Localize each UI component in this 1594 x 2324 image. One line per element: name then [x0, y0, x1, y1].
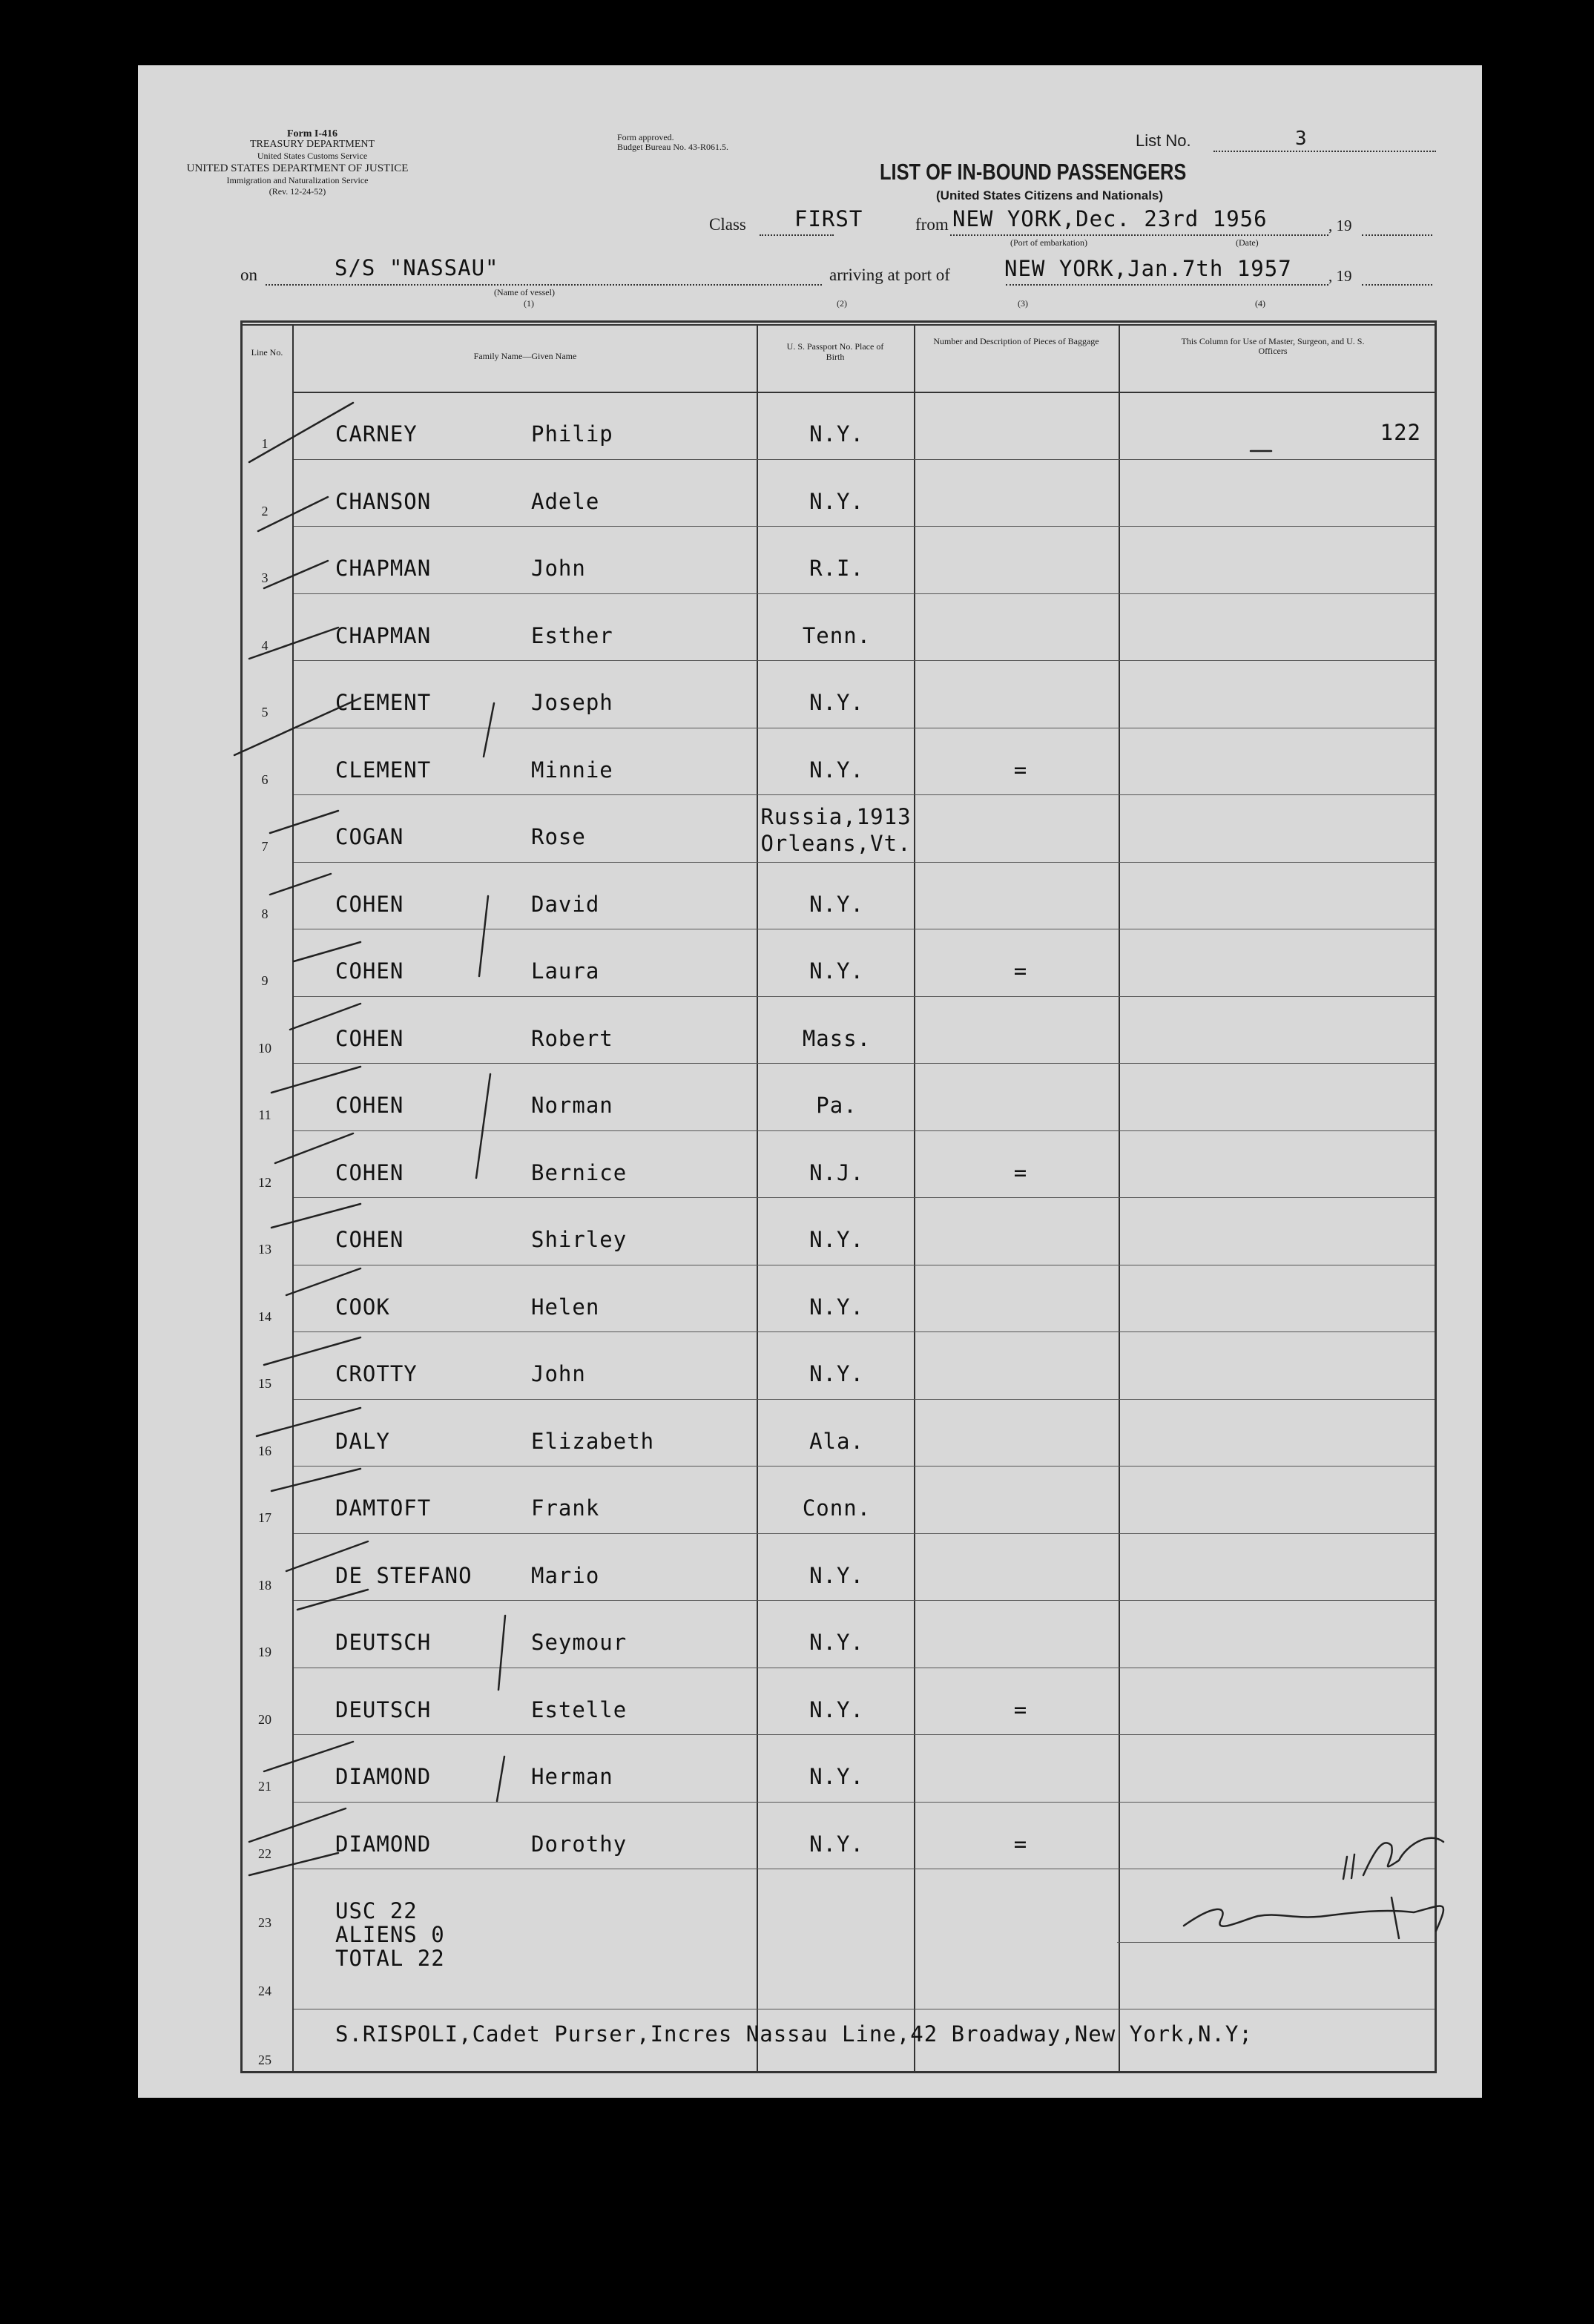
line-number: 11	[258, 1107, 271, 1122]
place-of-birth: N.Y.	[809, 1562, 864, 1588]
line-number: 9	[261, 973, 269, 988]
place-of-birth: Russia,1913 Orleans,Vt.	[760, 804, 912, 856]
family-name: COHEN	[335, 958, 404, 984]
place-of-birth: N.Y.	[809, 757, 864, 783]
line-number: 21	[258, 1779, 271, 1794]
given-name: Adele	[531, 488, 600, 514]
header-passport: U. S. Passport No. Place of Birth	[786, 341, 884, 362]
place-of-birth: Conn.	[802, 1495, 872, 1521]
from-label: from	[915, 215, 949, 234]
place-of-birth: R.I.	[809, 556, 864, 581]
given-name: Elizabeth	[531, 1428, 655, 1454]
given-name: Bernice	[531, 1159, 628, 1185]
family-name: DAMTOFT	[335, 1495, 432, 1521]
form-number: Form I-416	[286, 128, 338, 139]
line-number: 25	[258, 2053, 271, 2067]
handwritten-marks	[138, 65, 1482, 2098]
baggage: =	[1013, 1696, 1028, 1722]
line-number: 24	[258, 1984, 271, 1998]
col-num-1: (1)	[524, 298, 534, 309]
line-number: 20	[258, 1711, 271, 1727]
line-number: 12	[258, 1174, 271, 1190]
ins-service: Immigration and Naturalization Service	[226, 175, 369, 185]
class-label: Class	[709, 215, 746, 234]
family-name: COHEN	[335, 1093, 404, 1118]
place-of-birth: Ala.	[809, 1428, 864, 1454]
given-name: Philip	[531, 421, 613, 447]
place-of-birth: Mass.	[802, 1025, 872, 1051]
place-of-birth: N.Y.	[809, 1696, 864, 1722]
line-number: 19	[258, 1645, 271, 1659]
page-title: LIST OF IN-BOUND PASSENGERS	[880, 159, 1187, 185]
family-name: COOK	[335, 1294, 390, 1320]
col-num-3: (3)	[1018, 298, 1028, 309]
line-number: 8	[261, 906, 269, 921]
family-name: CHANSON	[335, 488, 432, 514]
family-name: DEUTSCH	[335, 1630, 432, 1655]
given-name: Norman	[531, 1093, 613, 1118]
arriving-year: , 19	[1328, 267, 1352, 285]
form-approved: Form approved.	[617, 132, 674, 142]
line-number: 13	[258, 1242, 271, 1257]
list-no: 3	[1295, 128, 1307, 150]
given-name: Joseph	[531, 690, 613, 715]
header-line-no: Line No.	[251, 347, 283, 358]
family-name: COHEN	[335, 1159, 404, 1185]
line-number: 15	[258, 1376, 271, 1391]
page-subtitle: (United States Citizens and Nationals)	[936, 188, 1164, 203]
family-name: CHAPMAN	[335, 622, 432, 648]
header-officers: This Column for Use of Master, Surgeon, and U. S. Officers	[1181, 336, 1365, 356]
given-name: Laura	[531, 958, 600, 984]
baggage: =	[1013, 958, 1028, 984]
line-number: 6	[261, 771, 269, 787]
place-of-birth: N.Y.	[809, 891, 864, 917]
place-of-birth: N.Y.	[809, 1227, 864, 1252]
given-name: Seymour	[531, 1630, 628, 1655]
baggage: =	[1013, 757, 1028, 783]
summary-usc: USC 22	[335, 1898, 418, 1923]
officer-note: 122	[1380, 420, 1421, 445]
date-label: (Date)	[1236, 237, 1259, 248]
place-of-birth: N.Y.	[809, 1764, 864, 1789]
line-number: 3	[261, 570, 269, 585]
col-num-2: (2)	[837, 298, 847, 309]
family-name: COGAN	[335, 824, 404, 849]
header-baggage: Number and Description of Pieces of Baggage	[933, 336, 1099, 346]
family-name: CARNEY	[335, 421, 418, 447]
family-name: COHEN	[335, 891, 404, 917]
given-name: Rose	[531, 824, 586, 849]
summary-aliens: ALIENS 0	[335, 1922, 445, 1947]
line-number: 10	[258, 1040, 271, 1056]
given-name: Herman	[531, 1764, 613, 1789]
col-num-4: (4)	[1255, 298, 1265, 309]
given-name: Dorothy	[531, 1831, 628, 1857]
family-name: DIAMOND	[335, 1831, 432, 1857]
place-of-birth: N.Y.	[809, 1361, 864, 1386]
vessel-label: (Name of vessel)	[494, 287, 555, 297]
given-name: Estelle	[531, 1696, 628, 1722]
arriving-value: NEW YORK,Jan.7th 1957	[1004, 256, 1292, 281]
line-number: 7	[261, 839, 269, 854]
line-number: 18	[258, 1577, 271, 1593]
given-name: Mario	[531, 1562, 600, 1588]
baggage: =	[1013, 1159, 1028, 1185]
list-no-label: List No.	[1136, 131, 1191, 150]
given-name: Minnie	[531, 757, 613, 783]
line-number: 23	[258, 1915, 271, 1930]
line-number: 5	[261, 705, 269, 720]
arriving-label: arriving at port of	[829, 266, 950, 284]
customs-service: United States Customs Service	[257, 151, 368, 161]
given-name: John	[531, 1361, 586, 1386]
summary-total: TOTAL 22	[335, 1946, 445, 1971]
justice-dept: UNITED STATES DEPARTMENT OF JUSTICE	[186, 162, 409, 174]
header-name: Family Name—Given Name	[473, 351, 577, 361]
line-number: 17	[258, 1510, 271, 1525]
purser-signature-line: S.RISPOLI,Cadet Purser,Incres Nassau Line,42 Broadway,New York,N.Y;	[335, 2021, 1253, 2047]
given-name: Frank	[531, 1495, 600, 1521]
family-name: CLEMENT	[335, 690, 432, 715]
place-of-birth: N.Y.	[809, 1630, 864, 1655]
place-of-birth: Tenn.	[802, 622, 872, 648]
revision: (Rev. 12-24-52)	[269, 186, 326, 197]
given-name: John	[531, 556, 586, 581]
family-name: DALY	[335, 1428, 390, 1454]
line-number: 1	[261, 436, 269, 451]
place-of-birth: N.J.	[809, 1159, 864, 1185]
given-name: Esther	[531, 622, 613, 648]
line-number: 22	[258, 1846, 271, 1861]
line-number: 4	[261, 637, 269, 653]
from-year: , 19	[1328, 217, 1352, 234]
given-name: David	[531, 891, 600, 917]
family-name: CHAPMAN	[335, 556, 432, 581]
place-of-birth: Pa.	[816, 1093, 857, 1118]
from-value: NEW YORK,Dec. 23rd 1956	[952, 206, 1268, 231]
line-number: 2	[261, 503, 269, 519]
place-of-birth: N.Y.	[809, 958, 864, 984]
place-of-birth: N.Y.	[809, 1831, 864, 1857]
family-name: CLEMENT	[335, 757, 432, 783]
class-value: FIRST	[794, 206, 863, 231]
family-name: DIAMOND	[335, 1764, 432, 1789]
given-name: Robert	[531, 1025, 613, 1051]
place-of-birth: N.Y.	[809, 690, 864, 715]
treasury-dept: TREASURY DEPARTMENT	[249, 139, 375, 150]
port-embark-label: (Port of embarkation)	[1010, 237, 1087, 248]
line-number: 14	[258, 1309, 271, 1324]
family-name: DE STEFANO	[335, 1562, 472, 1588]
on-label: on	[240, 266, 257, 284]
place-of-birth: N.Y.	[809, 488, 864, 514]
baggage: =	[1013, 1831, 1028, 1857]
form-page	[138, 65, 1482, 2098]
place-of-birth: N.Y.	[809, 1294, 864, 1320]
vessel-name: S/S "NASSAU"	[335, 255, 499, 280]
given-name: Helen	[531, 1294, 600, 1320]
place-of-birth: N.Y.	[809, 421, 864, 447]
family-name: DEUTSCH	[335, 1696, 432, 1722]
budget-bureau: Budget Bureau No. 43-R061.5.	[617, 142, 728, 152]
line-number: 16	[258, 1443, 271, 1458]
family-name: COHEN	[335, 1025, 404, 1051]
given-name: Shirley	[531, 1227, 628, 1252]
family-name: CROTTY	[335, 1361, 418, 1386]
family-name: COHEN	[335, 1227, 404, 1252]
